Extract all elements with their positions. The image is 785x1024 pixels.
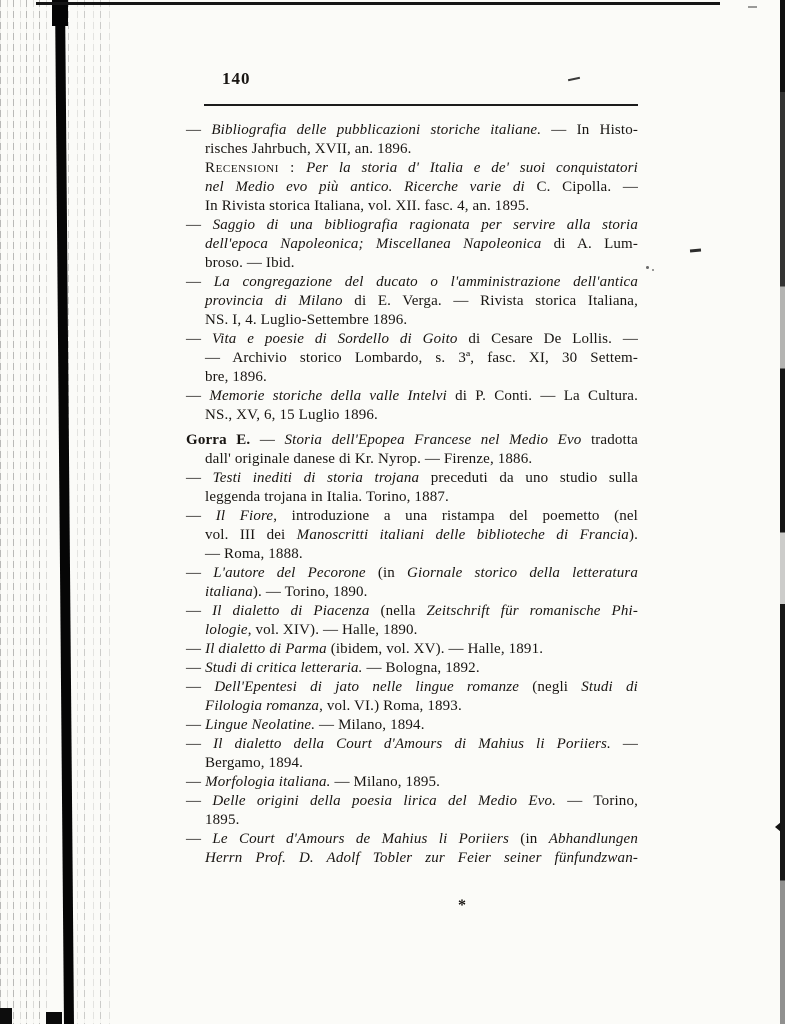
entry-line [205, 311, 638, 330]
entry-text-segment: Filologia romanza [205, 698, 320, 714]
entry-line [186, 830, 638, 849]
entry-line [186, 330, 638, 349]
entry-text-segment: preceduti da uno studio sulla [430, 470, 638, 486]
entry-text-segment: (in [520, 831, 549, 847]
entry-line [186, 773, 638, 792]
entry-line [205, 545, 638, 564]
bibliography-list [186, 121, 638, 868]
entry-text-segment: , vol. XIV). — Halle, 1890. [247, 622, 418, 638]
entry-dash: — [186, 774, 206, 790]
entry-line [205, 292, 638, 311]
footnote-mark: * [458, 897, 466, 914]
bibliography-entry [186, 678, 638, 716]
entry-line [205, 254, 638, 273]
entry-text-segment: broso. — Ibid. [205, 255, 295, 271]
bibliography-entry [186, 431, 638, 469]
entry-dash: — [186, 831, 213, 847]
entry-text-segment: nel Medio evo più antico. Ricerche varie di [205, 179, 537, 195]
entry-line [186, 735, 638, 754]
entry-text-segment: — Roma, 1888. [205, 546, 303, 562]
entry-text-segment: , vol. VI.) Roma, 1893. [319, 698, 462, 714]
entry-text-segment: — In Histo- [541, 122, 638, 138]
entry-line [186, 792, 638, 811]
entry-line [186, 273, 638, 292]
entry-line [205, 583, 638, 602]
entry-line [186, 678, 638, 697]
bibliography-entry [186, 216, 638, 273]
bibliography-entry [186, 735, 638, 773]
entry-dash: — [186, 793, 213, 809]
entry-text-segment: Studi di [581, 679, 638, 695]
bibliography-entry [186, 330, 638, 387]
entry-text-segment: risches Jahrbuch, XVII, an. 1896. [205, 141, 412, 157]
scan-artifact-gutter-noise-left [0, 0, 50, 1024]
entry-text-segment: Recensioni : [205, 160, 307, 176]
entry-text-segment: provincia di Milano [205, 293, 355, 309]
entry-line [205, 197, 638, 216]
entry-text-segment: (ibidem, vol. XV). — Halle, 1891. [330, 641, 544, 657]
entry-text-segment: Memorie storiche della valle Intelvi [209, 388, 456, 404]
entry-line [205, 406, 638, 425]
entry-text-segment: dall' originale danese di Kr. Nyrop. — Firenze, 1886. [205, 451, 533, 467]
entry-text-segment: L'autore del Pecorone [213, 565, 378, 581]
bibliography-entry [186, 830, 638, 868]
entry-text-segment: di Cesare De Lollis. — [468, 331, 638, 347]
entry-line [186, 431, 638, 450]
entry-text-segment: Storia dell'Epopea Francese nel Medio Evo [284, 432, 591, 448]
entry-line [205, 526, 638, 545]
entry-line [186, 640, 638, 659]
entry-line [205, 450, 638, 469]
entry-text-segment: bre, 1896. [205, 369, 267, 385]
entry-text-segment: Herrn Prof. D. Adolf Tobler zur Feier seiner fünfundzwan- [205, 850, 638, 866]
entry-text-segment: Morfologia italiana. [205, 774, 335, 790]
bibliography-entry [186, 602, 638, 640]
entry-text-segment: — Archivio storico Lombardo, s. 3ª, fasc. XI, 30 Settem- [205, 350, 638, 366]
entry-dash: — [186, 331, 212, 347]
entry-text-segment: Le Court d'Amours de Mahius li Poriiers [212, 831, 521, 847]
entry-text-segment: Bibliografia delle pubblicazioni storiche italiane. [211, 122, 542, 138]
entry-line [205, 349, 638, 368]
scan-artifact-speck [748, 6, 757, 8]
entry-text-segment: , introduzione a una ristampa del poemetto (nel [273, 508, 638, 524]
entry-text-segment: Per la storia d' Italia e de' suoi conquistatori [306, 160, 638, 176]
entry-text-segment: — Milano, 1894. [319, 717, 425, 733]
entry-text-segment: (nella [380, 603, 427, 619]
scan-artifact-speck [652, 269, 654, 271]
entry-dash: — [186, 470, 213, 486]
entry-text-segment: di E. Verga. — Rivista storica Italiana, [354, 293, 638, 309]
scan-artifact-right-edge-bar [780, 0, 785, 1024]
bibliography-entry [186, 469, 638, 507]
entry-text-segment: Studi di critica letteraria. [205, 660, 367, 676]
entry-dash: — [186, 736, 214, 752]
entry-text-segment: italiana [205, 584, 253, 600]
entry-text-segment: Il dialetto della Court d'Amours di Mahius li Poriiers. [213, 736, 623, 752]
entry-text-segment: di A. Lum- [553, 236, 638, 252]
scan-artifact-corner-blob [0, 1008, 12, 1024]
bibliography-entry [186, 387, 638, 425]
scan-artifact-speck [646, 266, 649, 269]
entry-text-segment: 1895. [205, 812, 240, 828]
entry-text-segment: — [622, 736, 638, 752]
entry-line [205, 159, 638, 178]
entry-text-segment: — Milano, 1895. [334, 774, 441, 790]
entry-line [205, 621, 638, 640]
entry-line [205, 140, 638, 159]
entry-dash: — [186, 679, 215, 695]
scan-artifact-speck [690, 249, 701, 253]
entry-text-segment: In Rivista storica Italiana, vol. XII. fasc. 4, an. 1895. [205, 198, 530, 214]
scan-artifact-right-edge-mark [775, 822, 781, 832]
bibliography-entry [186, 121, 638, 159]
entry-line [205, 368, 638, 387]
entry-text-segment: tradotta [590, 432, 638, 448]
entry-text-segment: Manoscritti italiani delle biblioteche di Francia [296, 527, 629, 543]
entry-text-segment: — [259, 432, 285, 448]
entry-text-segment: ). [628, 527, 638, 543]
entry-dash: — [186, 122, 212, 138]
bibliography-entry [186, 716, 638, 735]
scan-artifact-gutter-noise-right [68, 0, 116, 1024]
entry-dash: — [186, 508, 216, 524]
page-number: 140 [222, 69, 251, 88]
entry-line [186, 564, 638, 583]
entry-text-segment: Il dialetto di Piacenza [212, 603, 381, 619]
entry-line [186, 716, 638, 735]
entry-text-segment: dell'epoca Napoleonica; Miscellanea Napoleonica [205, 236, 554, 252]
entry-line [186, 121, 638, 140]
bibliography-entry [186, 159, 638, 216]
author-name: Gorra E. [186, 432, 260, 448]
entry-text-segment: Dell'Epentesi di jato nelle lingue romanze [214, 679, 533, 695]
entry-line [205, 754, 638, 773]
bibliography-entry [186, 273, 638, 330]
entry-text-segment: lologie [205, 622, 248, 638]
entry-text-segment: vol. III dei [205, 527, 297, 543]
entry-line [186, 469, 638, 488]
entry-dash: — [186, 274, 214, 290]
entry-dash: — [186, 641, 206, 657]
entry-text-segment: Testi inediti di storia trojana [212, 470, 431, 486]
entry-line [186, 507, 638, 526]
entry-dash: — [186, 603, 213, 619]
entry-text-segment: NS. I, 4. Luglio-Settembre 1896. [205, 312, 408, 328]
entry-text-segment: (in [377, 565, 408, 581]
bibliography-entry [186, 792, 638, 830]
entry-text-segment: ). — Torino, 1890. [252, 584, 368, 600]
entry-line [186, 659, 638, 678]
entry-text-segment: Zeitschrift für romanische Phi- [426, 603, 638, 619]
entry-dash: — [186, 565, 214, 581]
entry-line [186, 602, 638, 621]
entry-text-segment: Abhandlungen [548, 831, 638, 847]
entry-text-segment: Giornale storico della letteratura [407, 565, 638, 581]
entry-dash: — [186, 717, 206, 733]
entry-text-segment: Saggio di una bibliografia ragionata per servire alla storia [212, 217, 638, 233]
bibliography-entry [186, 773, 638, 792]
bibliography-entry [186, 507, 638, 564]
entry-text-segment: — Bologna, 1892. [366, 660, 480, 676]
entry-line [205, 235, 638, 254]
entry-text-segment: Il dialetto di Parma [205, 641, 331, 657]
entry-line [205, 697, 638, 716]
entry-text-segment: Il Fiore [215, 508, 274, 524]
entry-line [205, 849, 638, 868]
header-rule [204, 104, 638, 106]
entry-text-segment: NS., XV, 6, 15 Luglio 1896. [205, 407, 378, 423]
scan-artifact-top-edge-line [36, 2, 720, 5]
bibliography-entry [186, 640, 638, 659]
entry-text-segment: leggenda trojana in Italia. Torino, 1887. [205, 489, 449, 505]
entry-text-segment: Delle origini della poesia lirica del Medio Evo. [212, 793, 568, 809]
entry-line [205, 811, 638, 830]
entry-dash: — [186, 388, 210, 404]
scan-artifact-speck [568, 77, 580, 81]
entry-text-segment: C. Cipolla. — [536, 179, 639, 195]
entry-line [205, 178, 638, 197]
entry-dash: — [186, 660, 206, 676]
entry-text-segment: — Torino, [567, 793, 638, 809]
bibliography-entry [186, 564, 638, 602]
entry-text-segment: di P. Conti. — La Cultura. [455, 388, 638, 404]
scan-artifact-binding-bar-bottom [46, 1012, 62, 1024]
entry-dash: — [186, 217, 213, 233]
entry-text-segment: Bergamo, 1894. [205, 755, 304, 771]
entry-line [186, 216, 638, 235]
bibliography-entry [186, 659, 638, 678]
entry-line [205, 488, 638, 507]
entry-text-segment: (negli [532, 679, 582, 695]
entry-text-segment: La congregazione del ducato o l'amministrazione dell'antica [213, 274, 638, 290]
entry-text-segment: Vita e poesie di Sordello di Goito [211, 331, 469, 347]
entry-line [186, 387, 638, 406]
entry-text-segment: Lingue Neolatine. [205, 717, 320, 733]
